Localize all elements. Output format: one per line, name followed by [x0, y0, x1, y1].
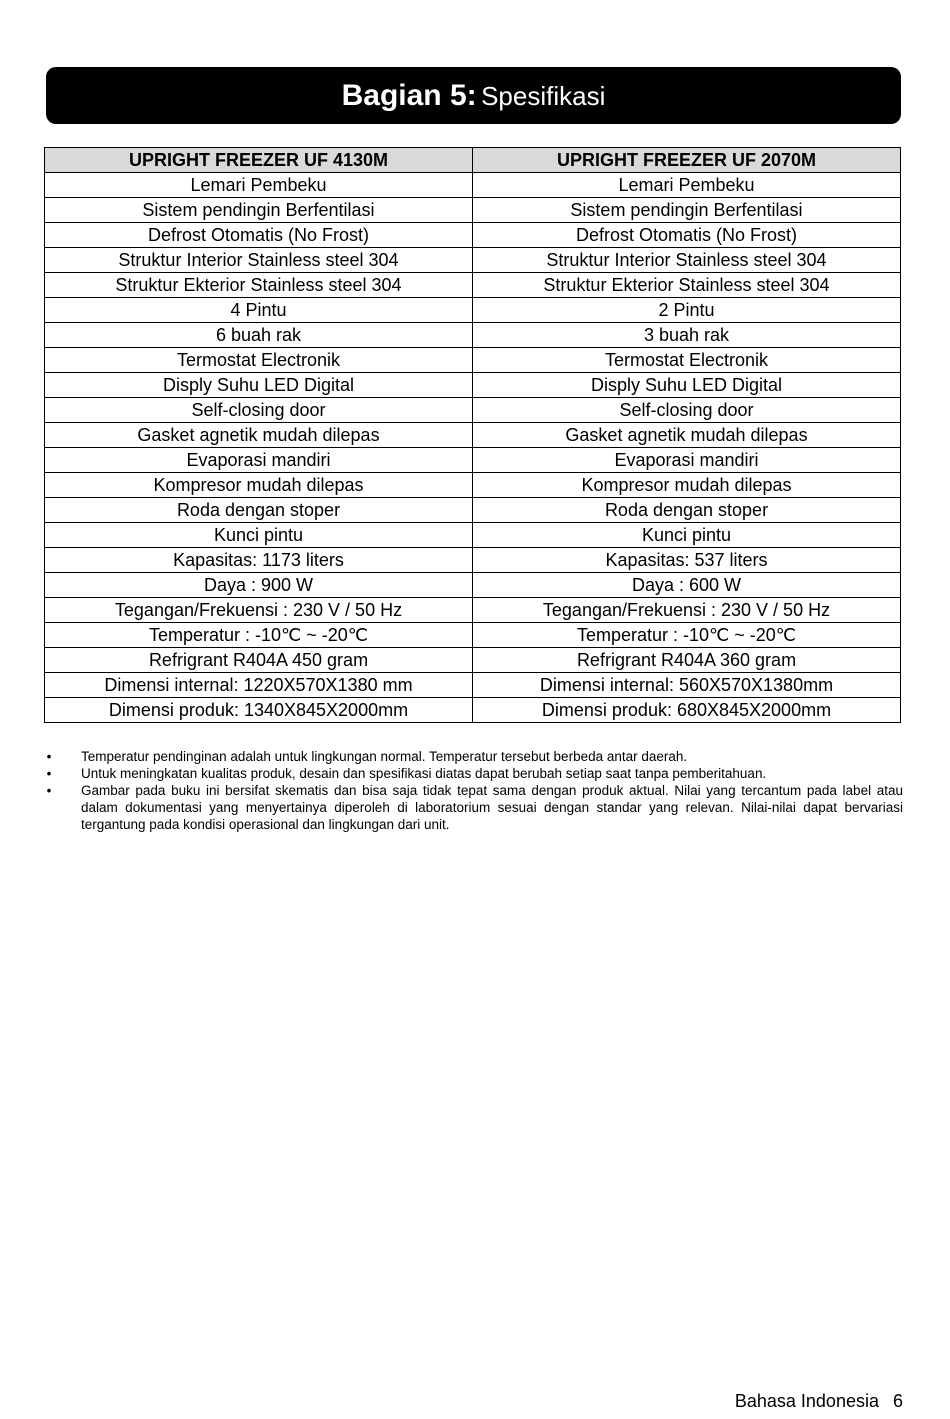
spec-cell-uf4130m: Kapasitas: 1173 liters: [45, 548, 473, 573]
spec-cell-uf4130m: 4 Pintu: [45, 298, 473, 323]
spec-cell-uf4130m: Roda dengan stoper: [45, 498, 473, 523]
note-item: [44, 782, 903, 833]
table-row: [45, 398, 901, 423]
spec-cell-uf4130m: Defrost Otomatis (No Frost): [45, 223, 473, 248]
spec-cell-uf2070m: Kapasitas: 537 liters: [473, 548, 901, 573]
specification-table-body: [45, 173, 901, 723]
spec-cell-uf2070m: Kompresor mudah dilepas: [473, 473, 901, 498]
table-row: [45, 698, 901, 723]
table-row: [45, 598, 901, 623]
table-row: [45, 548, 901, 573]
table-row: [45, 648, 901, 673]
spec-cell-uf4130m: Lemari Pembeku: [45, 173, 473, 198]
page-number: 6: [892, 1391, 903, 1411]
table-row: [45, 173, 901, 198]
table-header-row: [45, 148, 901, 173]
spec-cell-uf4130m: Daya : 900 W: [45, 573, 473, 598]
section-title-banner: [46, 67, 901, 124]
spec-cell-uf4130m: Refrigrant R404A 450 gram: [45, 648, 473, 673]
spec-cell-uf4130m: Kunci pintu: [45, 523, 473, 548]
spec-cell-uf2070m: Evaporasi mandiri: [473, 448, 901, 473]
spec-cell-uf2070m: Roda dengan stoper: [473, 498, 901, 523]
spec-cell-uf2070m: Tegangan/Frekuensi : 230 V / 50 Hz: [473, 598, 901, 623]
spec-cell-uf2070m: Kunci pintu: [473, 523, 901, 548]
spec-cell-uf2070m: Termostat Electronik: [473, 348, 901, 373]
table-row: [45, 198, 901, 223]
table-row: [45, 523, 901, 548]
table-row: [45, 673, 901, 698]
table-row: [45, 248, 901, 273]
spec-cell-uf4130m: Dimensi internal: 1220X570X1380 mm: [45, 673, 473, 698]
bullet-icon: •: [46, 766, 52, 781]
table-row: [45, 498, 901, 523]
note-text: Untuk meningkatan kualitas produk, desain dan spesifikasi diatas dapat berubah setiap saat tanpa pemberitahuan.: [81, 766, 767, 781]
bullet-icon: •: [46, 749, 52, 764]
column-header-uf2070m: UPRIGHT FREEZER UF 2070M: [473, 148, 901, 173]
table-row: [45, 473, 901, 498]
specification-table: [44, 147, 901, 723]
spec-cell-uf2070m: Disply Suhu LED Digital: [473, 373, 901, 398]
table-row: [45, 373, 901, 398]
spec-cell-uf2070m: 3 buah rak: [473, 323, 901, 348]
section-title: Spesifikasi: [481, 81, 606, 111]
spec-cell-uf2070m: Refrigrant R404A 360 gram: [473, 648, 901, 673]
spec-cell-uf2070m: Gasket agnetik mudah dilepas: [473, 423, 901, 448]
spec-cell-uf4130m: Termostat Electronik: [45, 348, 473, 373]
table-row: [45, 623, 901, 648]
spec-cell-uf4130m: Dimensi produk: 1340X845X2000mm: [45, 698, 473, 723]
spec-cell-uf4130m: Kompresor mudah dilepas: [45, 473, 473, 498]
table-row: [45, 223, 901, 248]
column-header-uf4130m: UPRIGHT FREEZER UF 4130M: [45, 148, 473, 173]
note-item: [44, 748, 903, 765]
spec-cell-uf4130m: Struktur Ekterior Stainless steel 304: [45, 273, 473, 298]
table-row: [45, 448, 901, 473]
spec-cell-uf2070m: Dimensi produk: 680X845X2000mm: [473, 698, 901, 723]
spec-cell-uf4130m: Disply Suhu LED Digital: [45, 373, 473, 398]
spec-cell-uf2070m: Lemari Pembeku: [473, 173, 901, 198]
table-row: [45, 348, 901, 373]
spec-cell-uf2070m: 2 Pintu: [473, 298, 901, 323]
notes-list: [44, 748, 903, 833]
spec-cell-uf4130m: Struktur Interior Stainless steel 304: [45, 248, 473, 273]
spec-cell-uf2070m: Dimensi internal: 560X570X1380mm: [473, 673, 901, 698]
spec-cell-uf4130m: Evaporasi mandiri: [45, 448, 473, 473]
spec-cell-uf2070m: Defrost Otomatis (No Frost): [473, 223, 901, 248]
spec-cell-uf4130m: Sistem pendingin Berfentilasi: [45, 198, 473, 223]
spec-cell-uf2070m: Sistem pendingin Berfentilasi: [473, 198, 901, 223]
table-row: [45, 423, 901, 448]
spec-cell-uf2070m: Struktur Ekterior Stainless steel 304: [473, 273, 901, 298]
note-text: Gambar pada buku ini bersifat skematis dan bisa saja tidak tepat sama dengan produk aktual. Nilai yang tercantum pada label atau dalam dokumentasi yang menyertainya diperoleh di laboratorium sesuai dengan standar yang relevan. Nilai-nilai dapat bervariasi tergantung pada kondisi operasional dan lingkungan dari unit.: [81, 783, 903, 832]
spec-cell-uf4130m: Temperatur : -10℃ ~ -20℃: [45, 623, 473, 648]
spec-cell-uf4130m: Gasket agnetik mudah dilepas: [45, 423, 473, 448]
bullet-icon: •: [46, 783, 52, 798]
page-footer: [735, 1391, 903, 1412]
spec-cell-uf4130m: 6 buah rak: [45, 323, 473, 348]
spec-cell-uf2070m: Temperatur : -10℃ ~ -20℃: [473, 623, 901, 648]
spec-cell-uf2070m: Daya : 600 W: [473, 573, 901, 598]
table-row: [45, 273, 901, 298]
spec-cell-uf4130m: Self-closing door: [45, 398, 473, 423]
spec-cell-uf4130m: Tegangan/Frekuensi : 230 V / 50 Hz: [45, 598, 473, 623]
section-number: Bagian 5:: [341, 79, 477, 112]
note-text: Temperatur pendinginan adalah untuk lingkungan normal. Temperatur tersebut berbeda antar daerah.: [81, 749, 688, 764]
footer-language: Bahasa Indonesia: [734, 1391, 879, 1411]
table-row: [45, 298, 901, 323]
note-item: [44, 765, 903, 782]
spec-cell-uf2070m: Struktur Interior Stainless steel 304: [473, 248, 901, 273]
table-row: [45, 323, 901, 348]
spec-cell-uf2070m: Self-closing door: [473, 398, 901, 423]
table-row: [45, 573, 901, 598]
